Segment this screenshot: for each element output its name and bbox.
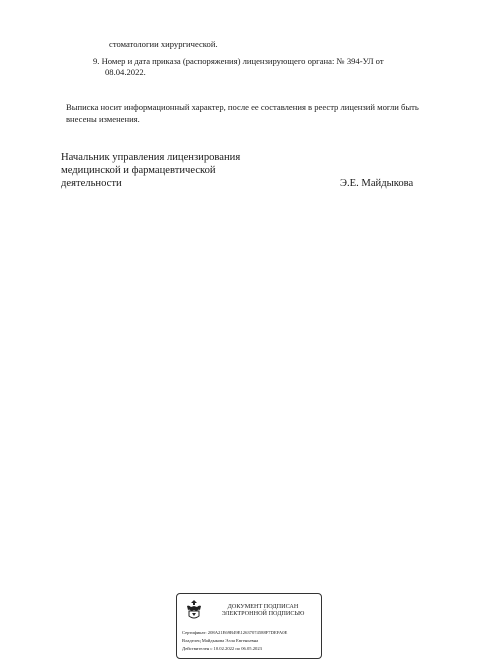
disclaimer-line-2: внесены изменения. (66, 114, 140, 124)
stamp-title-line-1: ДОКУМЕНТ ПОДПИСАН (227, 603, 299, 610)
signatory-position-line-1: Начальник управления лицензирования (61, 152, 241, 163)
signatory-position-line-2: медицинской и фармацевтической (61, 165, 216, 176)
electronic-signature-stamp (176, 593, 322, 659)
stamp-title-line-2: ЭЛЕКТРОННОЙ ПОДПИСЬЮ (221, 610, 305, 617)
disclaimer-line-1: Выписка носит информационный характер, после ее составления в реестр лицензий могли быть (66, 102, 419, 112)
item-9-order-date: 08.04.2022. (105, 67, 146, 77)
item-8-continuation: стоматологии хирургической. (109, 39, 218, 49)
stamp-validity: Действителен с 10.02.2022 по 06.05.2023 (182, 646, 262, 651)
signatory-name: Э.Е. Майдыкова (340, 178, 414, 189)
coat-of-arms-icon (184, 599, 204, 621)
stamp-owner: Владелец Майдыкова Элла Евгеньевна (182, 638, 259, 643)
item-9-order-number: 9. Номер и дата приказа (распоряжения) лицензирующего органа: № 394-УЛ от (93, 56, 384, 66)
signatory-position-line-3: деятельности (61, 178, 122, 189)
stamp-certificate: Сертификат: 208A21E69B49E12637074588F7DEFA0E (182, 630, 288, 635)
